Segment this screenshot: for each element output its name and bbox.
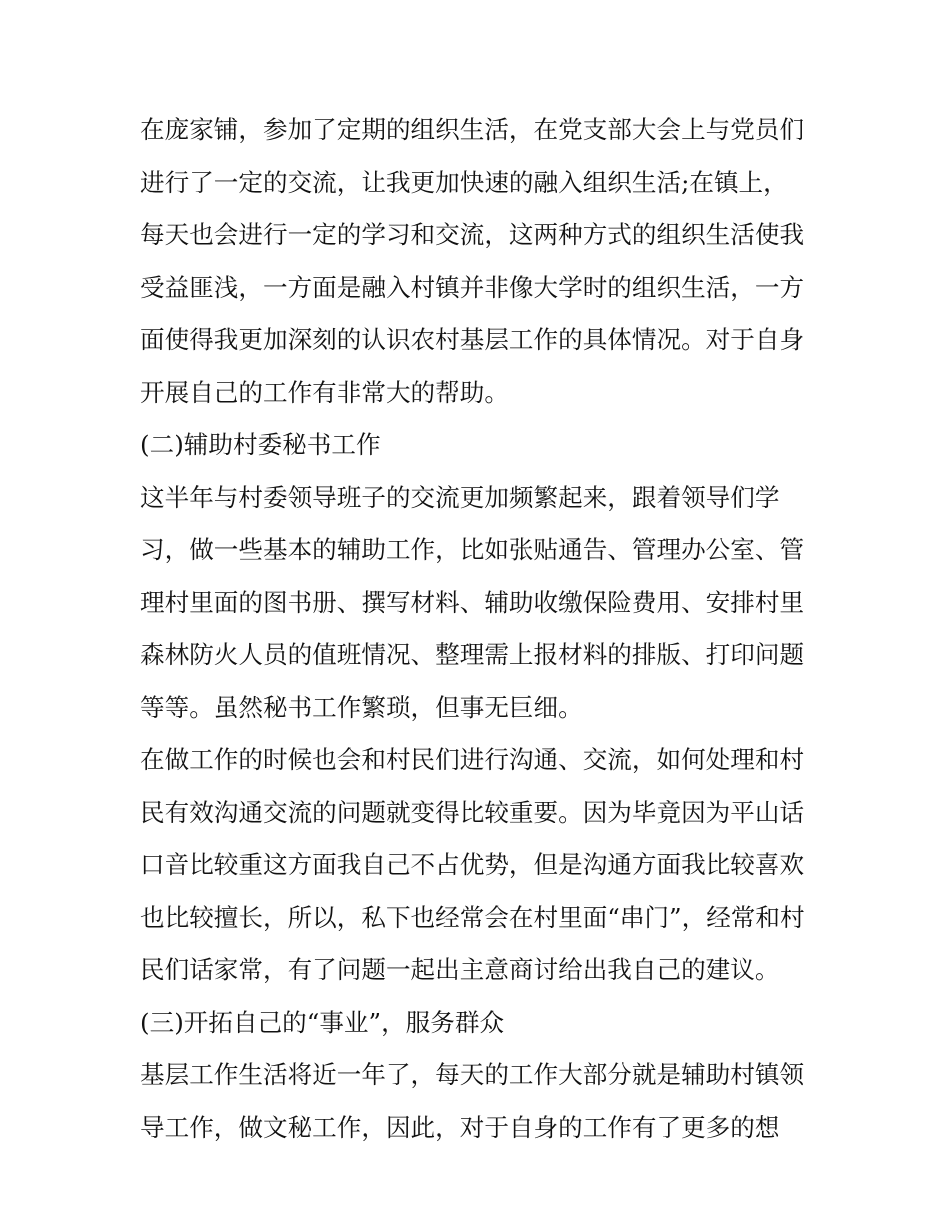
text-line: 每天也会进行一定的学习和交流，这两种方式的组织生活使我 bbox=[140, 220, 805, 249]
section-heading: (二)辅助村委秘书工作 bbox=[140, 430, 381, 459]
text-line: 习，做一些基本的辅助工作，比如张贴通告、管理办公室、管 bbox=[140, 535, 805, 564]
text-line: 民有效沟通交流的问题就变得比较重要。因为毕竟因为平山话 bbox=[140, 797, 805, 827]
text-line: 在庞家铺，参加了定期的组织生活，在党支部大会上与党员们 bbox=[140, 115, 805, 144]
text-line: 口音比较重这方面我自己不占优势，但是沟通方面我比较喜欢 bbox=[140, 850, 805, 879]
text-line: 在做工作的时候也会和村民们进行沟通、交流，如何处理和村 bbox=[140, 745, 805, 774]
text-line: 开展自己的工作有非常大的帮助。 bbox=[140, 377, 509, 407]
text-line: 等等。虽然秘书工作繁琐，但事无巨细。 bbox=[140, 692, 583, 722]
document-body bbox=[140, 104, 830, 1154]
text-line: 受益匪浅，一方面是融入村镇并非像大学时的组织生活，一方 bbox=[140, 272, 805, 302]
section-heading: (三)开拓自己的“事业”，服务群众 bbox=[140, 1007, 505, 1037]
text-line: 进行了一定的交流，让我更加快速的融入组织生活;在镇上， bbox=[140, 167, 788, 197]
text-line: 民们话家常，有了问题一起出主意商讨给出我自己的建议。 bbox=[140, 955, 780, 984]
text-line: 面使得我更加深刻的认识农村基层工作的具体情况。对于自身 bbox=[140, 325, 805, 354]
text-line: 森林防火人员的值班情况、整理需上报材料的排版、打印问题 bbox=[140, 640, 805, 669]
text-line: 这半年与村委领导班子的交流更加频繁起来，跟着领导们学 bbox=[140, 482, 780, 512]
text-line: 导工作，做文秘工作，因此，对于自身的工作有了更多的想 bbox=[140, 1112, 780, 1142]
text-line: 也比较擅长，所以，私下也经常会在村里面“串门”，经常和村 bbox=[140, 902, 805, 932]
text-line: 基层工作生活将近一年了，每天的工作大部分就是辅助村镇领 bbox=[140, 1060, 805, 1089]
text-line: 理村里面的图书册、撰写材料、辅助收缴保险费用、安排村里 bbox=[140, 587, 805, 617]
